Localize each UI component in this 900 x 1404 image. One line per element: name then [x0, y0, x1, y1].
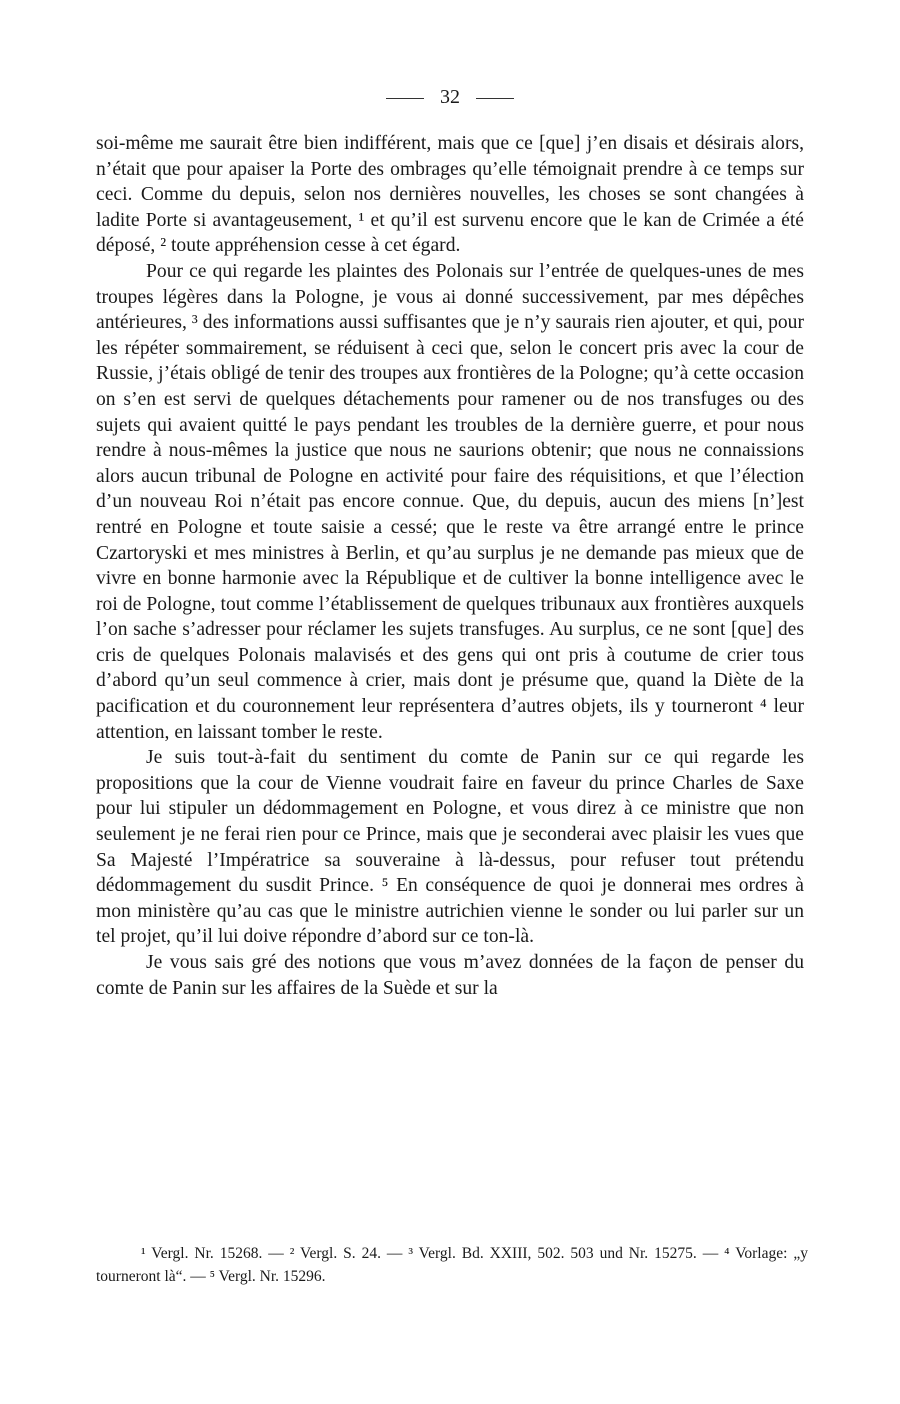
page-header	[0, 86, 900, 109]
paragraph-2: Pour ce qui regarde les plaintes des Polonais sur l’entrée de quelques-unes de mes troupes légères dans la Pologne, je vous ai donné successivement, par mes dépêches antérieures, ³ des informations aussi suffisantes que je n’y saurais rien ajouter, et qui, pour les répéter sommairement, se réduisent à ceci que, selon le concert pris avec la cour de Russie, j’étais obligé de tenir des troupes aux frontières de la Pologne; qu’à cette occasion on s’en est servi de quelques détachements pour ramener ou de nos transfuges ou des sujets qui avaient quitté le pays pendant les troubles de la dernière guerre, et pour nous rendre à nous-mêmes la justice que nous ne saurions obtenir; que nous ne connaissions alors aucun tribunal de Pologne en activité pour faire des réquisitions, et que l’élection d’un nouveau Roi n’était pas encore connue. Que, du depuis, aucun des miens [n’]est rentré en Pologne et toute saisie a cessé; que le reste va être arrangé entre le prince Czartoryski et mes ministres à Berlin, et qu’au surplus je ne demande pas mieux que de vivre en bonne harmonie avec la République et de cultiver la bonne intelligence avec le roi de Pologne, tout comme l’établissement de quelques tribunaux aux frontières auxquels l’on sache s’adresser pour réclamer les sujets transfuges. Au surplus, ce ne sont [que] des cris de quelques Polonais malavisés et des gens qui ont pris à coutume de crier tous d’abord qu’un seul commence à crier, mais dont je présume que, quand la Diète de la pacification et du couronnement leur représentera d’autres objets, ils y tourneront ⁴ leur attention, en laissant tomber le reste.	[96, 260, 804, 743]
left-dash-rule	[386, 98, 424, 99]
footnotes	[96, 1242, 808, 1288]
body-text	[96, 131, 804, 1001]
right-dash-rule	[476, 98, 514, 99]
paragraph-1: soi-même me saurait être bien indifférent, mais que ce [que] j’en disais et désirais alors, n’était que pour apaiser la Porte des ombrages qu’elle témoignait prendre à ce temps sur ceci. Comme du depuis, selon nos dernières nouvelles, les choses se sont changées à ladite Porte si avantageusement, ¹ et qu’il est survenu encore que le kan de Crimée a été déposé, ² toute appréhension cesse à cet égard.	[96, 133, 804, 257]
footnotes-text: ¹ Vergl. Nr. 15268. — ² Vergl. S. 24. — ³ Vergl. Bd. XXIII, 502. 503 und Nr. 15275. — ⁴ Vorlage: „y tourneront là“. — ⁵ Vergl. Nr. 15296.	[96, 1245, 808, 1285]
page-number: 32	[440, 86, 460, 108]
paragraph-3: Je suis tout-à-fait du sentiment du comte de Panin sur ce qui regarde les propositions que la cour de Vienne voudrait faire en faveur du prince Charles de Saxe pour lui stipuler un dédommagement en Pologne, et vous direz à ce ministre que non seulement je ne ferai rien pour ce Prince, mais que je seconderai avec plaisir les vues que Sa Majesté l’Impératrice sa souveraine à là-dessus, pour refuser tout prétendu dédommagement du susdit Prince. ⁵ En conséquence de quoi je donnerai mes ordres à mon ministère qu’au cas que le ministre autrichien vienne le sonder ou lui parler sur un tel projet, qu’il lui doive répondre d’abord sur ce ton-là.	[96, 747, 804, 948]
paragraph-4: Je vous sais gré des notions que vous m’avez données de la façon de penser du comte de Panin sur les affaires de la Suède et sur la	[96, 952, 804, 999]
